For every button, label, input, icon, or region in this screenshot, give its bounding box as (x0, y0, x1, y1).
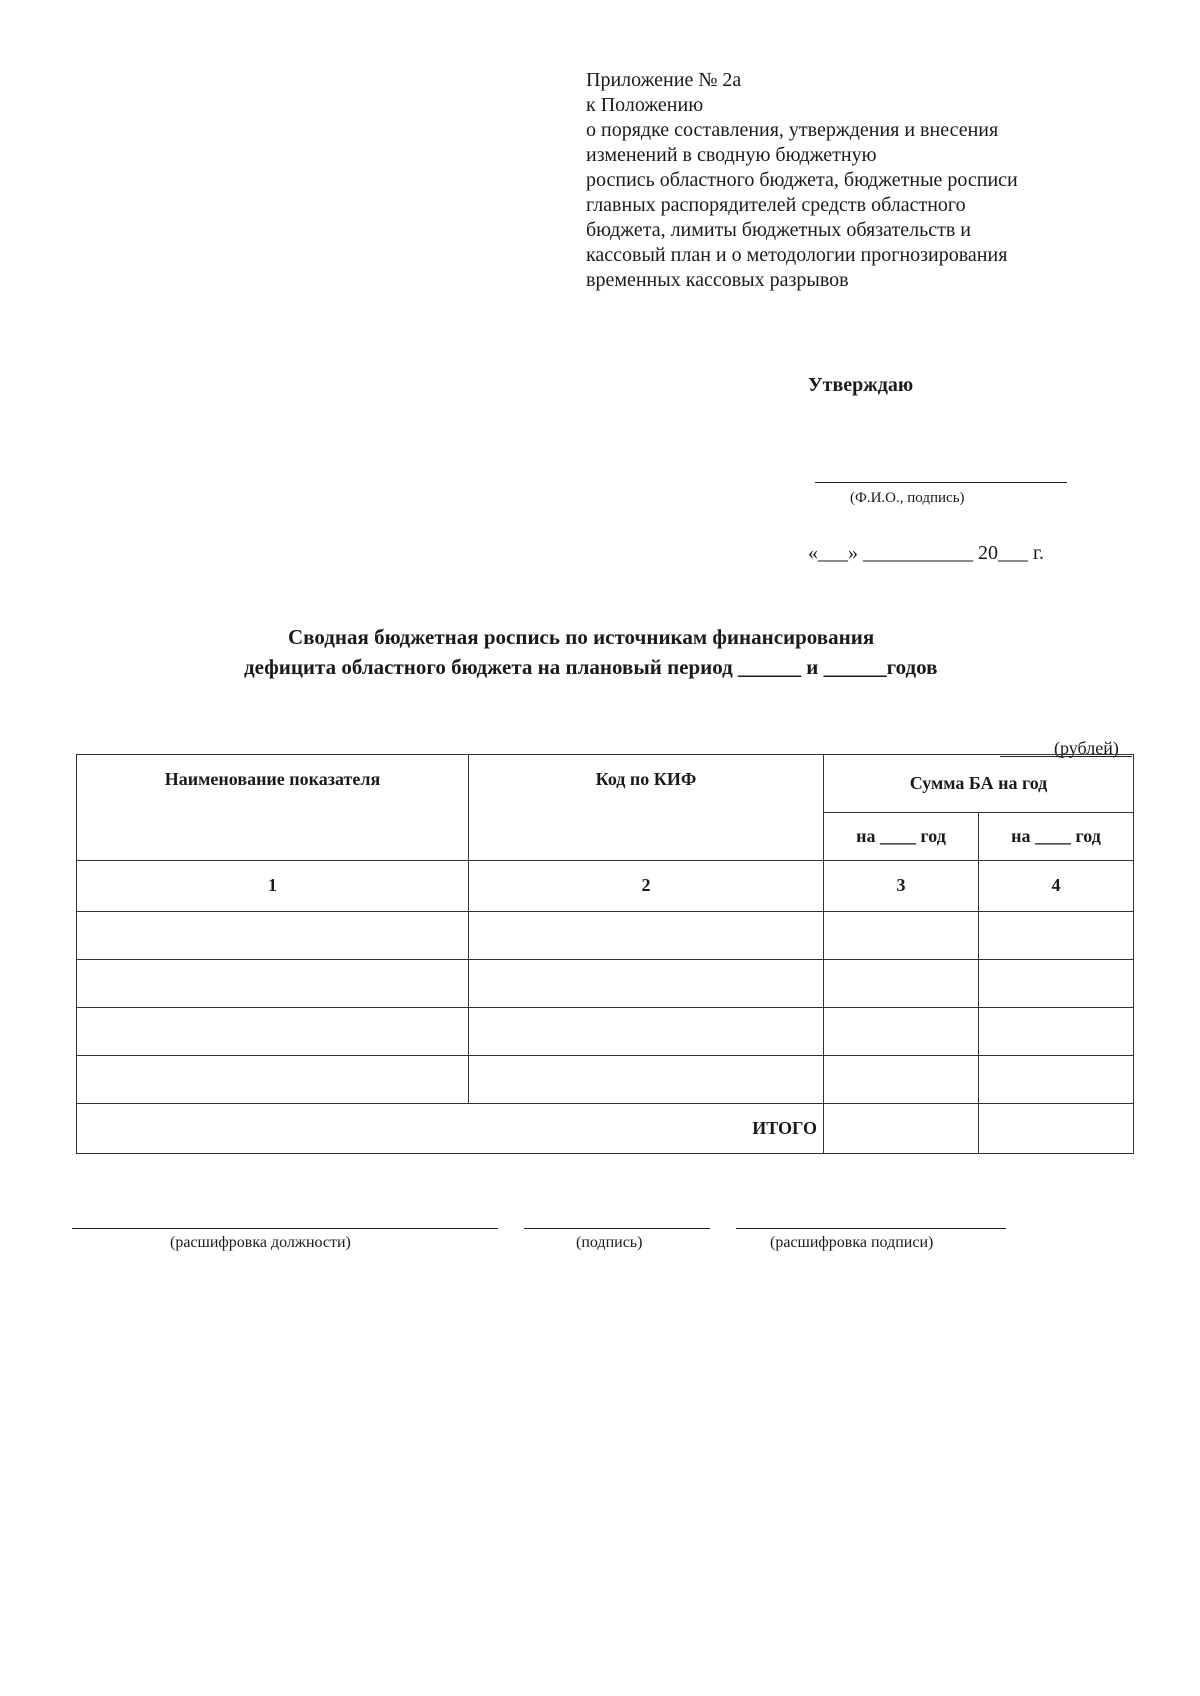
col-number-4: 4 (979, 861, 1134, 911)
table-cell (979, 1055, 1134, 1103)
approval-signature-line (815, 482, 1067, 483)
decoding-line (736, 1228, 1006, 1229)
appendix-line: главных распорядителей средств областного (586, 194, 966, 216)
table-cell (824, 1055, 979, 1103)
table-cell (77, 959, 469, 1007)
table-cell (824, 1007, 979, 1055)
table-cell (77, 1007, 469, 1055)
unit-label: (рублей) (1054, 738, 1119, 758)
table-cell (469, 1055, 824, 1103)
header-code: Код по КИФ (469, 755, 824, 861)
approval-date-line: «___» ___________ 20___ г. (808, 542, 1044, 564)
signature-line (524, 1228, 710, 1229)
table-row (77, 959, 1134, 1007)
total-row (77, 1103, 1134, 1153)
table-cell (77, 911, 469, 959)
header-year2: на ____ год (979, 813, 1134, 861)
budget-table (76, 754, 1134, 1154)
appendix-line: кассовый план и о методологии прогнозирования (586, 244, 1008, 266)
table-cell (77, 1055, 469, 1103)
document-title-line2: дефицита областного бюджета на плановый период ______ и ______годов (244, 655, 938, 679)
position-caption: (расшифровка должности) (170, 1234, 351, 1251)
appendix-line: к Положению (586, 94, 704, 116)
appendix-line: временных кассовых разрывов (586, 269, 849, 291)
header-sum: Сумма БА на год (824, 755, 1134, 813)
appendix-line: Приложение № 2а (586, 69, 742, 91)
position-line (72, 1228, 498, 1229)
table-row (77, 1055, 1134, 1103)
header-name: Наименование показателя (77, 755, 469, 861)
signature-caption: (подпись) (576, 1234, 643, 1251)
appendix-line: изменений в сводную бюджетную (586, 144, 877, 166)
total-label: ИТОГО (77, 1103, 824, 1153)
table-cell (979, 911, 1134, 959)
decoding-caption: (расшифровка подписи) (770, 1234, 934, 1251)
header-year1: на ____ год (824, 813, 979, 861)
table-row (77, 911, 1134, 959)
appendix-block (586, 68, 1146, 293)
table-row (77, 1007, 1134, 1055)
table-cell (824, 959, 979, 1007)
table-cell (469, 911, 824, 959)
table-cell (469, 1007, 824, 1055)
total-year2-cell (979, 1103, 1134, 1153)
table-cell (979, 1007, 1134, 1055)
appendix-line: бюджета, лимиты бюджетных обязательств и (586, 219, 971, 241)
col-number-2: 2 (469, 861, 824, 911)
col-number-1: 1 (77, 861, 469, 911)
approval-title: Утверждаю (808, 374, 914, 396)
total-year1-cell (824, 1103, 979, 1153)
table-cell (824, 911, 979, 959)
appendix-line: о порядке составления, утверждения и внесения (586, 119, 999, 141)
col-number-3: 3 (824, 861, 979, 911)
approval-signature-caption: (Ф.И.О., подпись) (850, 490, 965, 506)
document-title-line1: Сводная бюджетная роспись по источникам финансирования (288, 625, 875, 649)
appendix-line: роспись областного бюджета, бюджетные росписи (586, 169, 1018, 191)
table-cell (979, 959, 1134, 1007)
table-cell (469, 959, 824, 1007)
